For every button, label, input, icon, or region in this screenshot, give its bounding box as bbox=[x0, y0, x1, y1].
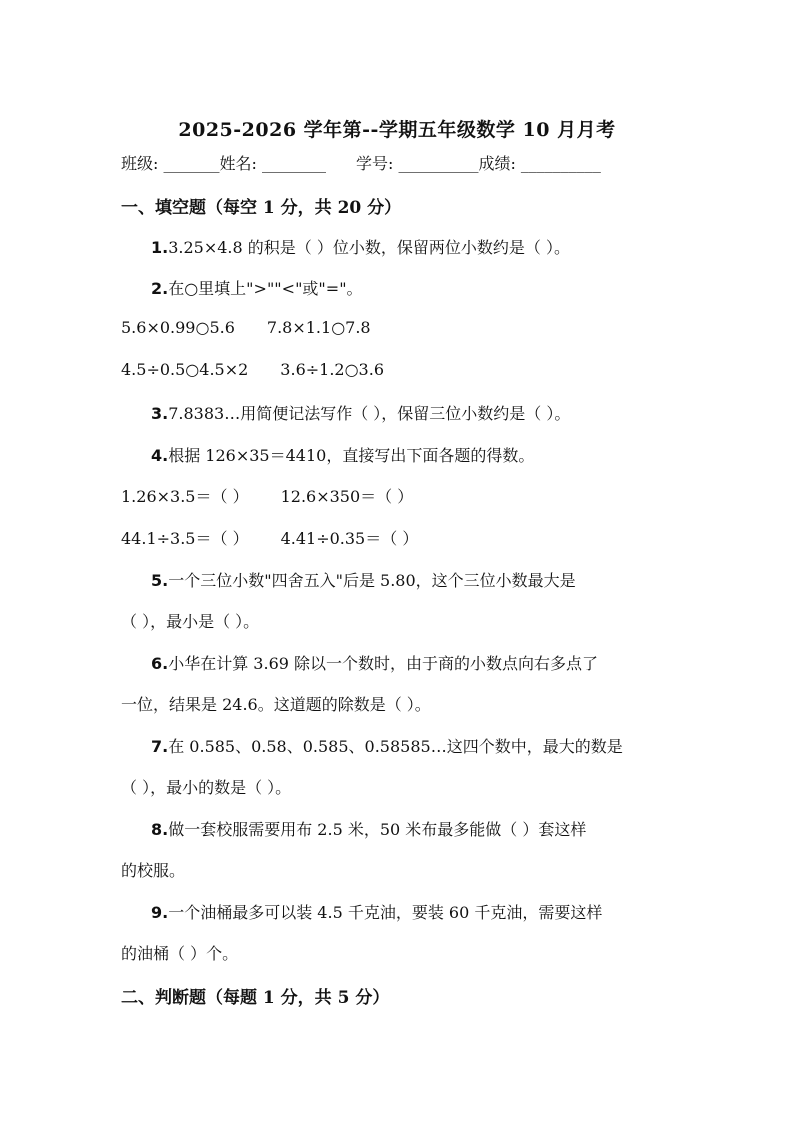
question-number: 6. bbox=[151, 654, 169, 673]
question-7 bbox=[151, 734, 623, 757]
question-1 bbox=[151, 235, 570, 258]
comparison-row-1 bbox=[121, 318, 371, 337]
question-text: 做一套校服需要用布 2.5 米，50 米布最多能做（ ）套这样 bbox=[168, 820, 587, 839]
question-4 bbox=[151, 443, 534, 466]
score-field: 成绩: __________ bbox=[478, 154, 601, 173]
comparison-item: 7.8×1.1○7.8 bbox=[266, 318, 371, 337]
question-number: 7. bbox=[151, 737, 169, 756]
question-5-continuation: （ ），最小是（ ）。 bbox=[121, 612, 260, 631]
question-number: 5. bbox=[151, 571, 169, 590]
question-number: 8. bbox=[151, 820, 169, 839]
question-text: 在 0.585、0.58、0.585、0.58585…这四个数中，最大的数是 bbox=[168, 737, 623, 756]
question-8-continuation: 的校服。 bbox=[121, 861, 186, 880]
question-number: 9. bbox=[151, 903, 169, 922]
question-number: 4. bbox=[151, 446, 169, 465]
question-9 bbox=[151, 900, 602, 923]
question-9-continuation: 的油桶（ ）个。 bbox=[121, 944, 239, 963]
name-field: 姓名: ________ bbox=[219, 154, 326, 173]
comparison-row-2 bbox=[121, 360, 384, 379]
question-text: 小华在计算 3.69 除以一个数时，由于商的小数点向右多点了 bbox=[168, 654, 599, 673]
question-8 bbox=[151, 817, 586, 840]
question-text: 3.25×4.8 的积是（ ）位小数，保留两位小数约是（ ）。 bbox=[168, 238, 570, 257]
question-7-continuation: （ ），最小的数是（ ）。 bbox=[121, 778, 292, 797]
question-number: 2. bbox=[151, 279, 169, 298]
calculation-item: 4.41÷0.35＝（ ） bbox=[280, 529, 419, 548]
question-3 bbox=[151, 401, 570, 424]
student-id-field: 学号: __________ bbox=[355, 154, 479, 173]
calculation-item: 44.1÷3.5＝（ ） bbox=[121, 529, 249, 548]
question-text: 在○里填上">""<"或"="。 bbox=[168, 279, 363, 298]
comparison-item: 5.6×0.99○5.6 bbox=[121, 318, 235, 337]
question-text: 根据 126×35＝4410，直接写出下面各题的得数。 bbox=[168, 446, 535, 465]
section-1-heading: 一、填空题（每空 1 分，共 20 分） bbox=[121, 198, 402, 218]
comparison-item: 4.5÷0.5○4.5×2 bbox=[121, 360, 249, 379]
question-text: 一个油桶最多可以装 4.5 千克油，要装 60 千克油，需要这样 bbox=[168, 903, 603, 922]
calculation-item: 1.26×3.5＝（ ） bbox=[121, 487, 249, 506]
question-6 bbox=[151, 651, 598, 674]
question-text: 7.8383…用简便记法写作（ ），保留三位小数约是（ ）。 bbox=[168, 404, 571, 423]
question-number: 3. bbox=[151, 404, 169, 423]
question-5 bbox=[151, 568, 576, 591]
calculation-item: 12.6×350＝（ ） bbox=[280, 487, 414, 506]
calculation-row-1 bbox=[121, 484, 413, 507]
question-6-continuation: 一位，结果是 24.6。这道题的除数是（ ）。 bbox=[121, 695, 431, 714]
exam-title: 2025-2026 学年第--学期五年级数学 10 月月考 bbox=[178, 119, 616, 141]
question-number: 1. bbox=[151, 238, 169, 257]
question-2 bbox=[151, 276, 363, 299]
student-info-line bbox=[121, 151, 701, 174]
calculation-row-2 bbox=[121, 526, 418, 549]
comparison-item: 3.6÷1.2○3.6 bbox=[280, 360, 384, 379]
section-2-heading: 二、判断题（每题 1 分，共 5 分） bbox=[121, 988, 390, 1008]
class-field: 班级: _______ bbox=[121, 154, 220, 173]
question-text: 一个三位小数"四舍五入"后是 5.80，这个三位小数最大是 bbox=[168, 571, 576, 590]
